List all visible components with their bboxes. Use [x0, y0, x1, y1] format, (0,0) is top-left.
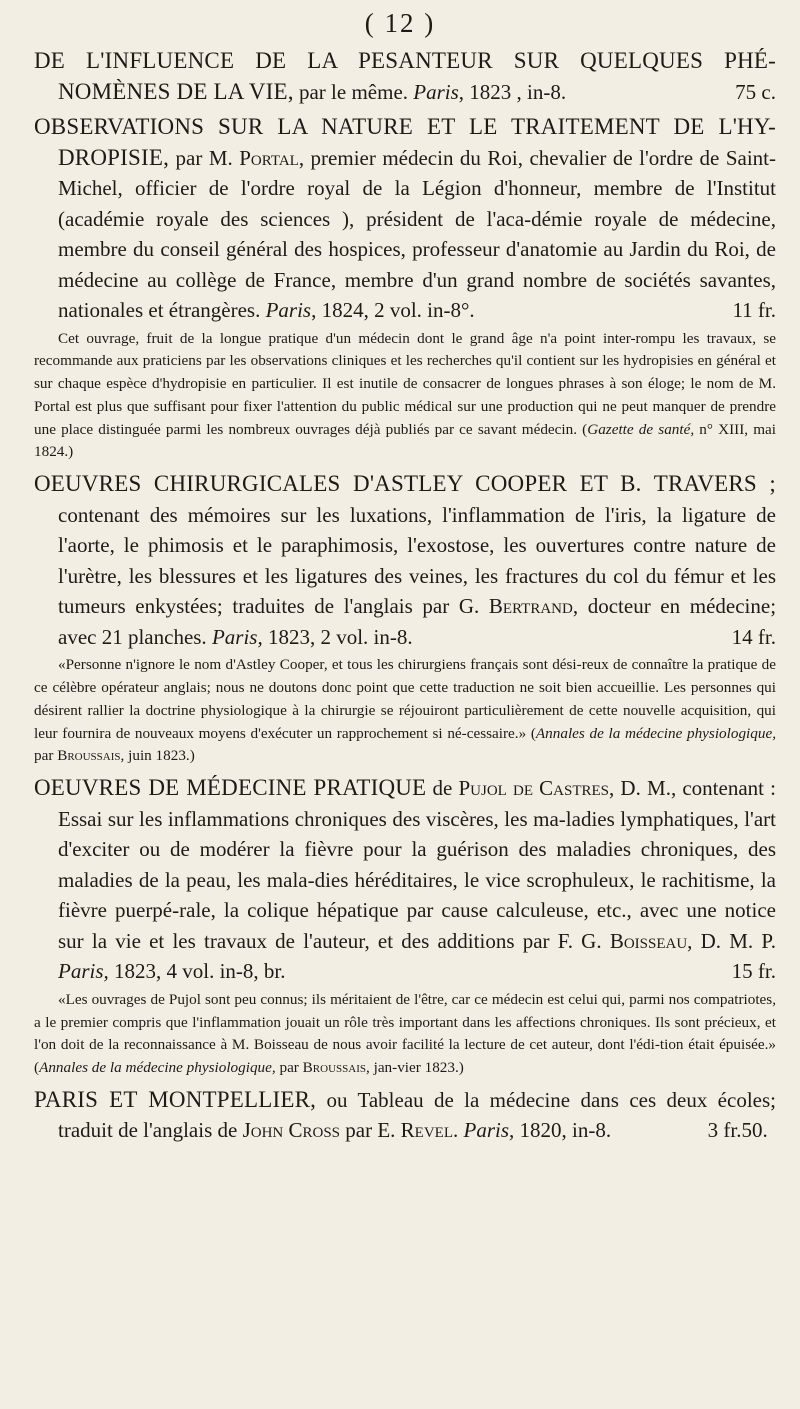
entry-main — [34, 112, 776, 326]
entry-price: 75 c. — [735, 79, 776, 104]
entry-details-2: par E. — [345, 1118, 396, 1143]
entry-place: Paris, — [463, 1118, 515, 1143]
review-text: «Personne n'ignore le nom d'Astley Cooper, et tous les chirurgiens français sont dési-reux de connaître la pratique de ce célèbre opérateur anglais; nous ne doutons donc point que cette traduction ne soit bien accueillie. Les personnes qui désirent rallier la doctrine physiologique à la chirurgie se réjouiront particulièrement de cette nouvelle acquisition, qui leur fournira de nouveaux moyens d'exécuter un rapprochement si né-cessaire.» — [34, 656, 776, 742]
entry-author: John Cross — [242, 1118, 341, 1143]
entry-main: PARIS ET MONTPELLIER, ou Tableau de la médecine dans ces deux écoles; traduit de l'anglais de John Cross par E. Revel. Paris, 1820, in-8. 3 fr.50. — [34, 1085, 776, 1146]
entry-details-2: , docteur en médecine; avec 21 planches. — [58, 594, 777, 649]
entry-main — [34, 773, 776, 987]
catalog-entry — [34, 46, 776, 107]
entry-main — [34, 469, 776, 652]
entry-details-2: , D. M. P. — [687, 928, 776, 953]
review-date: n° XIII, mai 1824. — [34, 420, 776, 461]
review-by: par — [34, 747, 54, 765]
entry-details: par le même. — [298, 79, 409, 104]
entry-review: Cet ouvrage, fruit de la longue pratique d'un médecin dont le grand âge n'a point inter-rompu les travaux, se recommande aux praticiens par les observations cliniques et les recherches qu'il contient sur les hydropisies en général et sur chaque espèce d'hydropisie en particulier. Il est inutile de consacrer de longues phrases à son éloge; le nom de M. Portal est plus que suffisant pour fixer l'attention du public médical sur une production qui ne peut manquer de prendre une place distinguée parmi les nombreux ouvrages déjà publiés par ce savant médecin. (Gazette de santé, n° XIII, mai 1824.) — [34, 329, 776, 461]
entry-place: Paris — [265, 298, 312, 322]
entry-publication: , 1823 , in-8. — [458, 79, 567, 104]
entry-author: Portal — [239, 145, 299, 170]
review-date: , juin 1823. — [120, 747, 190, 765]
entry-publication: 1820, in-8. — [519, 1118, 612, 1143]
entry-title: OBSERVATIONS SUR LA NATURE ET LE TRAITEMENT DE L'HY-DROPISIE, — [34, 114, 776, 170]
entry-price: 15 fr. — [731, 959, 776, 984]
entry-main — [34, 46, 776, 107]
catalog-entry — [34, 773, 776, 1080]
review-by: par — [279, 1059, 299, 1077]
entry-place: Paris, — [211, 624, 263, 649]
review-source: Annales de la médecine physiologique, — [39, 1059, 276, 1077]
catalog-entry — [34, 1085, 776, 1146]
entry-publication: 1823, 4 vol. in-8, br. — [114, 959, 286, 984]
entry-author-2: Revel — [400, 1118, 453, 1143]
review-author: Broussais — [302, 1059, 366, 1077]
catalog-entry — [34, 469, 776, 768]
review-author: Broussais — [57, 747, 121, 765]
entry-title: DE L'INFLUENCE DE LA PESANTEUR SUR QUELQUES PHÉ-NOMÈNES DE LA VIE, — [34, 48, 776, 104]
review-text: «Les ouvrages de Pujol sont peu connus; ils méritaient de l'être, car ce médecin est celui qui, parmi nos compatriotes, a le premier compris que l'inflammation jouait un rôle très important dans les affections chroniques. Ils sont précieux, et l'on doit de la reconnaissance à M. Boisseau de nous avoir facilité la lecture de cet auteur, dont l'édi-tion était épuisée.» — [34, 990, 776, 1054]
entry-details: , premier médecin du Roi, chevalier de l'ordre de Saint-Michel, officier de l'ordre royal de la Légion d'honneur, membre de l'Institut (académie royale des sciences ), président de l'aca-démie royale de médecine, membre du conseil général des hospices, professeur d'anatomie au Jardin du Roi, de médecine au collège de France, membre d'un grand nombre de sociétés savantes, nationales et étrangères. — [58, 145, 777, 322]
entry-review: «Les ouvrages de Pujol sont peu connus; ils méritaient de l'être, car ce médecin est celui qui, parmi nos compatriotes, a le premier compris que l'inflammation jouait un rôle très important dans les affections chroniques. Ils sont précieux, et l'on doit de la reconnaissance à M. Boisseau de nous avoir facilité la lecture de cet auteur, dont l'édi-tion était épuisée.» (Annales de la médecine physiologique, par Broussais, jan-vier 1823.) — [34, 990, 776, 1077]
entry-publication: , 1824, 2 vol. in-8°. — [311, 298, 475, 322]
entry-title: OEUVRES DE MÉDECINE PRATIQUE — [34, 775, 427, 801]
catalog-content — [34, 46, 776, 1151]
review-source: Annales de la médecine physiologique, — [535, 724, 777, 742]
entry-title: OEUVRES CHIRURGICALES D'ASTLEY COOPER ET B. TRAVERS ; — [34, 471, 776, 497]
entry-place: Paris, — [58, 959, 109, 984]
entry-title: PARIS ET MONTPELLIER, — [34, 1086, 317, 1112]
review-text: Cet ouvrage, fruit de la longue pratique d'un médecin dont le grand âge n'a point inter-rompu les travaux, se recommande aux praticiens par les observations cliniques et les recherches qu'il contient sur les hydropisies en général et sur chaque espèce d'hydropisie en particulier. Il est inutile de consacrer de longues phrases à son éloge; le nom de M. Portal est plus que suffisant pour fixer l'attention du public médical sur une production qui ne peut manquer de prendre une place distinguée parmi les nombreux ouvrages déjà publiés par ce savant médecin. — [34, 329, 776, 438]
entry-place: Paris — [413, 79, 459, 104]
entry-price: 3 fr.50. — [707, 1118, 768, 1143]
entry-author: Pujol de Castres — [458, 776, 610, 801]
page-number: ( 12 ) — [364, 8, 436, 38]
entry-price: 11 fr. — [732, 298, 776, 322]
entry-publication: 1823, 2 vol. in-8. — [267, 624, 413, 649]
entry-details: contenant des mémoires sur les luxations, l'inflammation de l'iris, la ligature de l'aorte, le phimosis et le paraphimosis, l'exostose, les ouvertures contre nature de l'urètre, les blessures et les ligatures des veines, les fractures du col du fémur et les tumeurs enkystées; traduites de l'anglais par G. — [58, 502, 776, 619]
entry-author-prefix: de — [432, 776, 453, 801]
catalog-entry — [34, 112, 776, 464]
entry-details: ou Tableau de la médecine dans ces deux écoles; traduit de l'anglais de — [58, 1087, 776, 1143]
review-source: Gazette de santé, — [587, 420, 695, 438]
entry-price: 14 fr. — [731, 624, 776, 649]
entry-review: «Personne n'ignore le nom d'Astley Cooper, et tous les chirurgiens français sont dési-reux de connaître la pratique de ce célèbre opérateur anglais; nous ne doutons donc point que cette traduction ne soit bien accueillie. Les personnes qui désirent rallier la doctrine physiologique à la chirurgie se réjouiront particulièrement de cette nouvelle acquisition, qui leur fournira de nouveaux moyens d'exécuter un rapprochement si né-cessaire.» (Annales de la médecine physiologique, par Broussais, juin 1823.) — [34, 656, 777, 765]
entry-author-prefix: par M. — [175, 145, 233, 170]
review-date: , jan-vier 1823. — [366, 1059, 459, 1077]
entry-author: Bertrand — [488, 594, 573, 619]
entry-author-2: Boisseau — [609, 928, 688, 953]
entry-details: , D. M., contenant : Essai sur les inflammations chroniques des viscères, les ma-ladies lymphatiques, l'art d'exciter ou de modérer la fièvre pour la guérison des maladies chroniques, des maladies de la peau, les mala-dies héréditaires, le vice scrophuleux, le rachitisme, la fièvre puerpé-rale, la colique hépatique par cause calculeuse, etc., avec une notice sur la vie et les travaux de l'auteur, et des additions par F. G. — [58, 776, 776, 953]
